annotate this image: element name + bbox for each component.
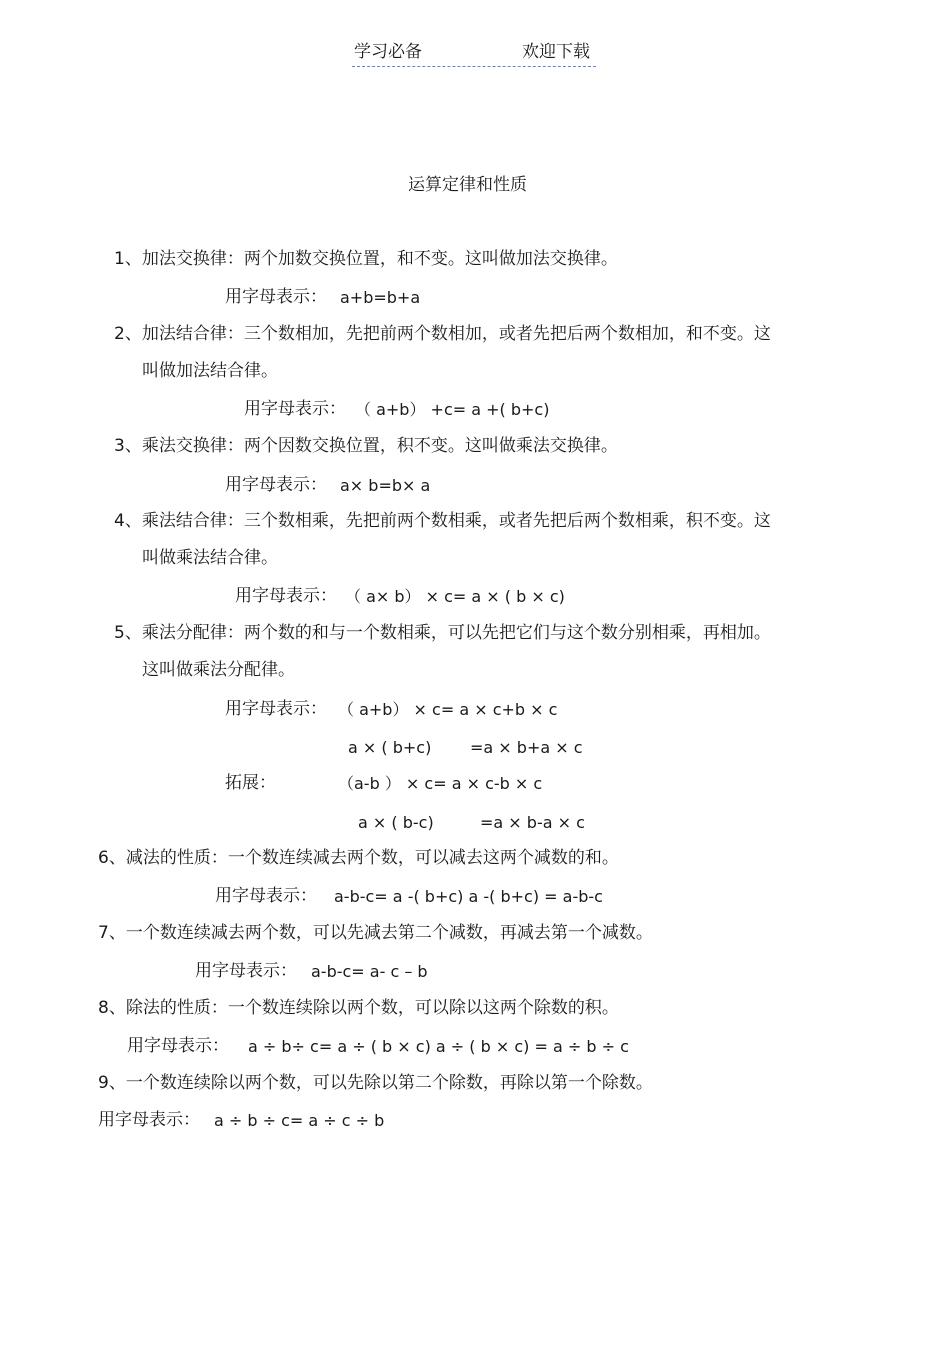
- law-5-formula-2-right: =a × b+a × c: [470, 738, 583, 757]
- law-7-label: 用字母表示：: [195, 961, 297, 981]
- law-5-extension-label: 拓展：: [225, 773, 276, 793]
- law-9-label: 用字母表示：: [98, 1110, 200, 1130]
- law-8-formula: a ÷ b÷ c= a ÷ ( b × c) a ÷ ( b × c) = a ÷ b ÷ c: [248, 1037, 629, 1056]
- law-1-label: 用字母表示：: [225, 287, 327, 307]
- law-1-text: 1、加法交换律：两个加数交换位置，和不变。这叫做加法交换律。: [114, 249, 618, 269]
- law-3-formula: a× b=b× a: [340, 476, 431, 495]
- law-5-extension-formula-2-left: a × ( b-c): [358, 813, 434, 832]
- law-6-label: 用字母表示：: [215, 886, 317, 906]
- page-title: 运算定律和性质: [408, 175, 527, 195]
- law-4-text-line2: 叫做乘法结合律。: [142, 548, 278, 568]
- law-2-text-line1: 2、加法结合律：三个数相加，先把前两个数相加，或者先把后两个数相加，和不变。这: [114, 324, 771, 344]
- law-5-extension-formula-2-right: =a × b-a × c: [480, 813, 585, 832]
- law-4-text-line1: 4、乘法结合律：三个数相乘，先把前两个数相乘，或者先把后两个数相乘，积不变。这: [114, 511, 771, 531]
- law-2-label: 用字母表示：: [244, 399, 346, 419]
- law-5-text-line2: 这叫做乘法分配律。: [142, 660, 295, 680]
- page-header: [352, 42, 596, 67]
- law-6-text: 6、减法的性质：一个数连续减去两个数，可以减去这两个减数的和。: [98, 848, 619, 868]
- header-right-text: 欢迎下载: [522, 42, 590, 62]
- law-9-text: 9、一个数连续除以两个数，可以先除以第二个除数，再除以第一个除数。: [98, 1073, 653, 1093]
- law-9-formula: a ÷ b ÷ c= a ÷ c ÷ b: [214, 1111, 385, 1130]
- law-1-formula: a+b=b+a: [340, 288, 421, 307]
- law-2-formula: （ a+b） +c= a +( b+c): [355, 400, 550, 419]
- law-5-formula-1: （ a+b） × c= a × c+b × c: [338, 700, 558, 719]
- law-4-formula: （ a× b） × c= a × ( b × c): [345, 587, 565, 606]
- law-8-label: 用字母表示：: [127, 1036, 229, 1056]
- law-5-formula-2-left: a × ( b+c): [348, 738, 432, 757]
- header-left-text: 学习必备: [354, 42, 422, 62]
- law-4-label: 用字母表示：: [235, 586, 337, 606]
- law-7-formula: a-b-c= a- c – b: [311, 962, 428, 981]
- law-5-extension-formula-1: （a-b ） × c= a × c-b × c: [338, 774, 543, 793]
- law-5-text-line1: 5、乘法分配律：两个数的和与一个数相乘，可以先把它们与这个数分别相乘，再相加。: [114, 623, 771, 643]
- law-6-formula: a-b-c= a -( b+c) a -( b+c) = a-b-c: [334, 887, 603, 906]
- law-7-text: 7、一个数连续减去两个数，可以先减去第二个减数，再减去第一个减数。: [98, 923, 653, 943]
- law-2-text-line2: 叫做加法结合律。: [142, 361, 278, 381]
- law-3-label: 用字母表示：: [225, 475, 327, 495]
- law-5-label: 用字母表示：: [225, 699, 327, 719]
- law-8-text: 8、除法的性质：一个数连续除以两个数，可以除以这两个除数的积。: [98, 998, 619, 1018]
- law-3-text: 3、乘法交换律：两个因数交换位置，积不变。这叫做乘法交换律。: [114, 436, 618, 456]
